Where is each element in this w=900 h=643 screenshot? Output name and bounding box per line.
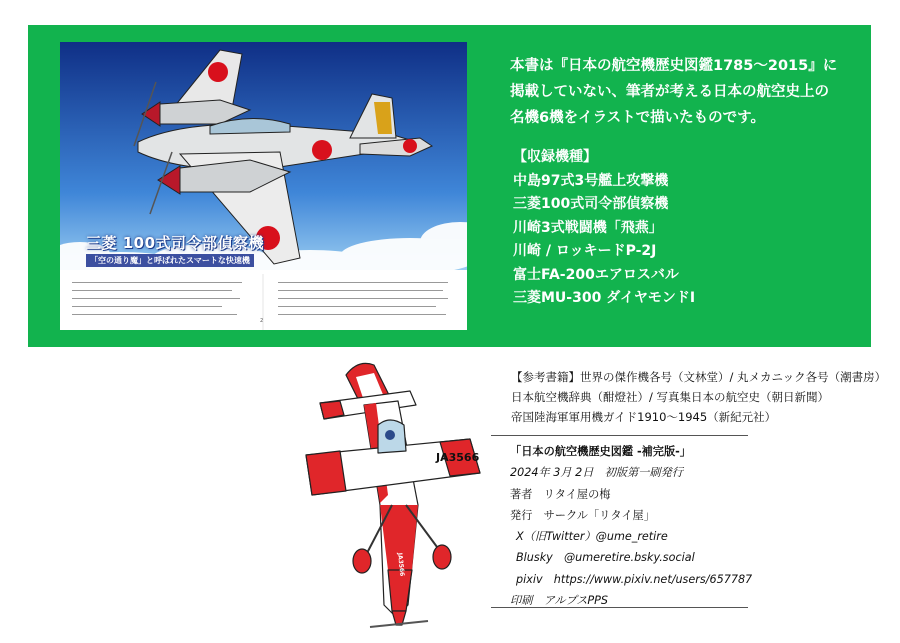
author: 著者 リタイ屋の梅 bbox=[510, 487, 611, 501]
intro-line: 名機6機をイラストで描いたものです。 bbox=[510, 110, 765, 126]
spread-title: 三菱 100式司令部偵察機 bbox=[86, 234, 265, 252]
pixiv-url: pixiv https://www.pixiv.net/users/657787 bbox=[516, 572, 753, 586]
colophon bbox=[510, 441, 752, 611]
intro-line: 掲載していない、筆者が考える日本の航空史上の bbox=[510, 84, 829, 100]
fuselage-code: JA3566 bbox=[396, 552, 406, 577]
list-item: 三菱100式司令部偵察機 bbox=[513, 196, 669, 212]
sample-page-spread bbox=[60, 42, 467, 330]
list-item: 川崎3式戦闘機「飛燕」 bbox=[513, 219, 663, 236]
printer: 印刷 アルプスPPS bbox=[510, 594, 609, 608]
x-account: X（旧Twitter）@ume_retire bbox=[516, 530, 668, 544]
intro-line: 本書は『日本の航空機歴史図鑑1785～2015』に bbox=[510, 58, 838, 74]
list-item: 三菱MU-300 ダイヤモンドI bbox=[513, 290, 696, 306]
list-heading: 【収録機種】 bbox=[513, 149, 597, 165]
publish-date: 2024年 3月 2日 初版第一刷発行 bbox=[510, 466, 683, 480]
spread-body-left bbox=[72, 280, 247, 319]
divider-bottom bbox=[491, 607, 748, 608]
list-item: 中島97式3号艦上攻撃機 bbox=[513, 172, 669, 189]
reference-line: 【参考書籍】世界の傑作機各号（文林堂）/ 丸メカニック各号（潮書房） bbox=[511, 370, 887, 384]
aerobatic-plane-illustration bbox=[300, 355, 490, 640]
publisher: 発行 サークル「リタイ屋」 bbox=[510, 508, 655, 522]
spread-subtitle: 「空の通り魔」と呼ばれたスマートな快速機 bbox=[86, 254, 254, 267]
list-item: 富士FA-200エアロスバル bbox=[513, 266, 679, 283]
page-number: 2 bbox=[260, 318, 264, 324]
references bbox=[511, 367, 886, 427]
book-title: 「日本の航空機歴史図鑑 -補完版-」 bbox=[510, 445, 691, 458]
divider-top bbox=[491, 435, 748, 436]
bluesky-account: Blusky @umeretire.bsky.social bbox=[516, 551, 695, 565]
registration-label: JA3566 bbox=[436, 451, 480, 464]
list-item: 川崎 / ロッキードP-2J bbox=[513, 243, 657, 259]
aircraft-list bbox=[513, 146, 695, 311]
reference-line: 日本航空機辞典（酣燈社）/ 写真集日本の航空史（朝日新聞） bbox=[511, 390, 830, 404]
reference-line: 帝国陸海軍軍用機ガイド1910～1945（新紀元社） bbox=[511, 410, 777, 424]
spread-body-right bbox=[278, 280, 453, 319]
intro-text bbox=[510, 53, 860, 131]
